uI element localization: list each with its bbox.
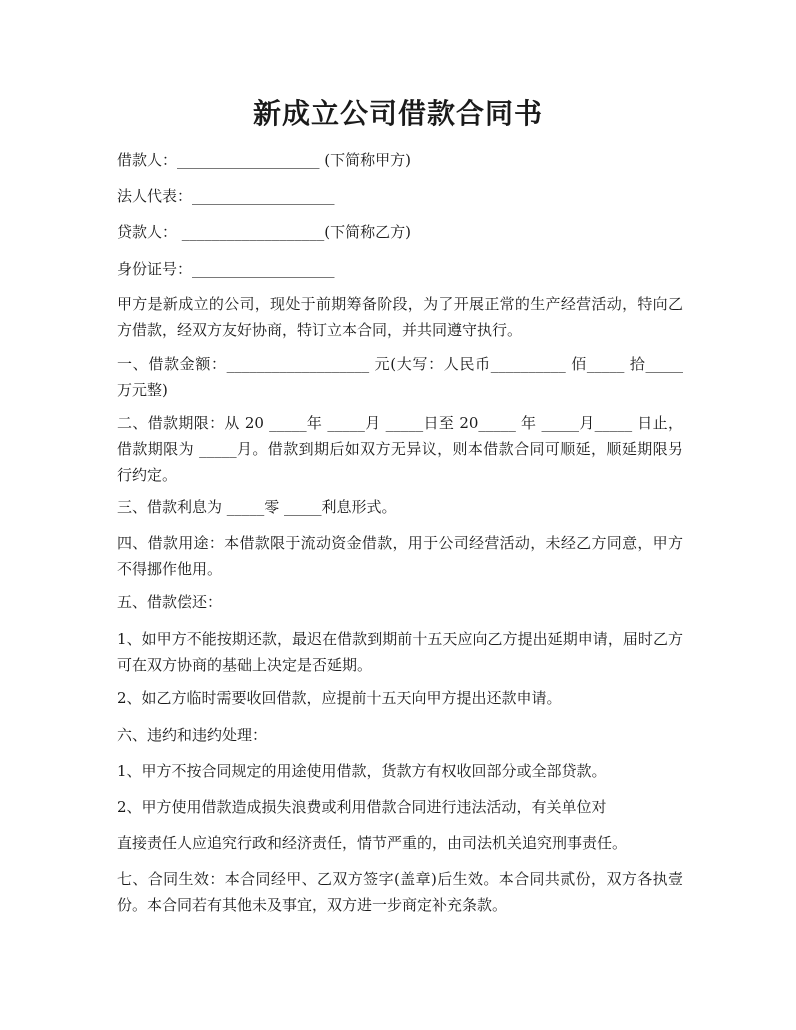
lender-field: 贷款人： ___________________(下简称乙方) <box>117 223 411 241</box>
clause-breach-heading: 六、违约和违约处理： <box>117 726 268 744</box>
clause-interest: 三、借款利息为 _____零 _____利息形式。 <box>117 498 397 516</box>
legal-rep-field: 法人代表：___________________ <box>117 187 335 205</box>
breach-item-1: 1、甲方不按合同规定的用途使用借款，货款方有权收回部分或全部贷款。 <box>117 762 607 780</box>
clause-repayment-heading: 五、借款偿还： <box>117 593 223 611</box>
breach-item-2: 2、甲方使用借款造成损失浪费或利用借款合同进行违法活动，有关单位对 <box>117 798 607 816</box>
breach-item-2-continued: 直接责任人应追究行政和经济责任，情节严重的，由司法机关追究刑事责任。 <box>117 834 628 852</box>
borrower-field: 借款人：___________________ (下简称甲方) <box>117 151 411 169</box>
document-title: 新成立公司借款合同书 <box>252 97 543 130</box>
clause-loan-amount: 一、借款金额：___________________ 元(大写：人民币__________ 佰_____ 拾_____万元整) <box>117 355 683 399</box>
repayment-item-1: 1、如甲方不能按期还款，最迟在借款到期前十五天应向乙方提出延期申请，届时乙方可在双方协商的基础上决定是否延期。 <box>117 630 683 674</box>
clause-purpose: 四、借款用途：本借款限于流动资金借款，用于公司经营活动，未经乙方同意，甲方不得挪作他用。 <box>117 534 683 578</box>
intro-paragraph: 甲方是新成立的公司，现处于前期筹备阶段，为了开展正常的生产经营活动，特向乙方借款，经双方友好协商，特订立本合同，并共同遵守执行。 <box>117 295 683 339</box>
clause-effectiveness: 七、合同生效：本合同经甲、乙双方签字(盖章)后生效。本合同共贰份，双方各执壹份。本合同若有其他未及事宜，双方进一步商定补充条款。 <box>117 870 683 914</box>
repayment-item-2: 2、如乙方临时需要收回借款，应提前十五天向甲方提出还款申请。 <box>117 689 562 707</box>
id-number-field: 身份证号：___________________ <box>117 260 335 278</box>
clause-loan-term: 二、借款期限：从 20 _____年 _____月 _____日至 20_____ 年 _____月_____ 日止，借款期限为 _____月。借款到期后如双方无异议，则本借款合同可顺延，顺延期限另行约定。 <box>117 414 683 484</box>
